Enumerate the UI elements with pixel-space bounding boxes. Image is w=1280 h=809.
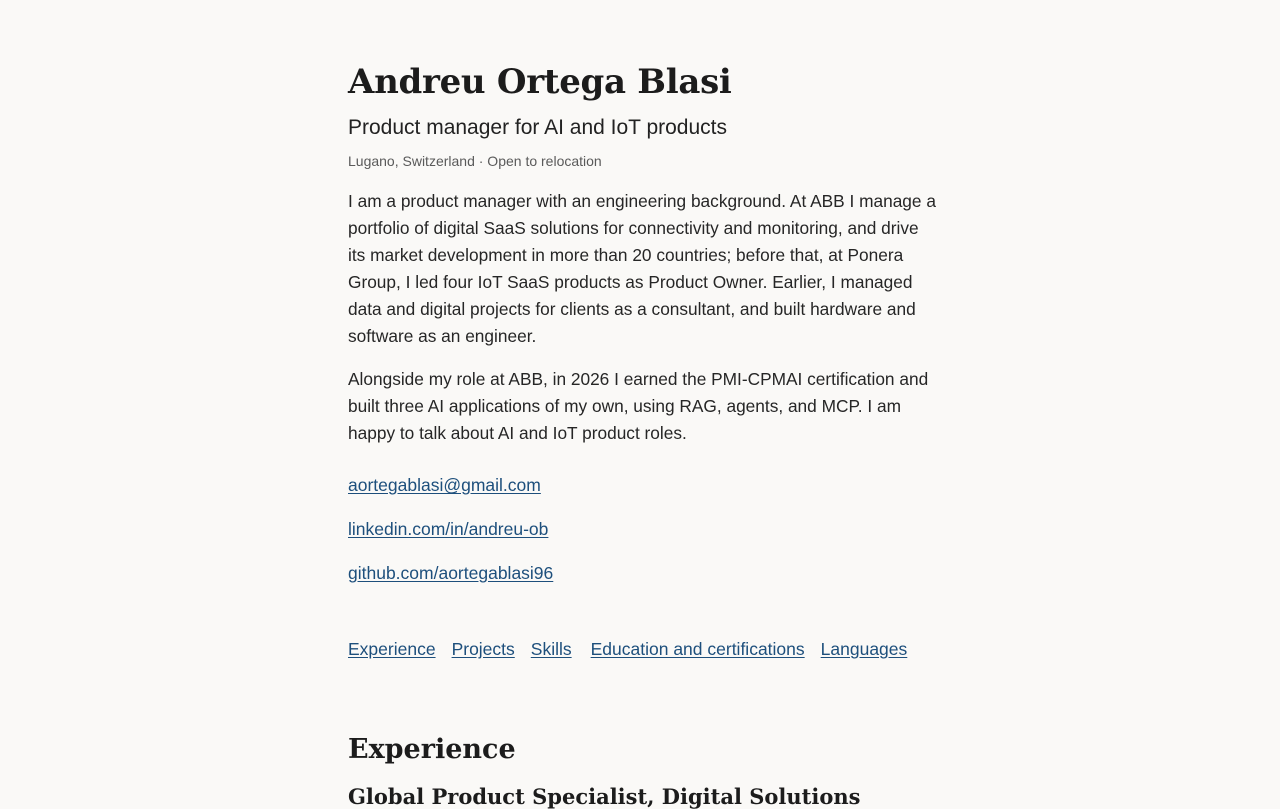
nav-link-skills[interactable]: Skills — [530, 639, 572, 659]
job-title: Global Product Specialist, Digital Solutions — [348, 784, 861, 809]
email-link[interactable]: aortegablasi@gmail.com — [348, 475, 541, 495]
nav-link-languages[interactable]: Languages — [820, 639, 908, 659]
nav-link-experience[interactable]: Experience — [348, 639, 436, 659]
section-nav — [348, 637, 923, 661]
experience-heading: Experience — [348, 734, 516, 765]
profile-location: Lugano, Switzerland · Open to relocation — [348, 153, 602, 169]
github-link[interactable]: github.com/aortegablasi96 — [348, 563, 554, 583]
bio-paragraph-2: Alongside my role at ABB, in 2026 I earned the PMI-CPMAI certification and built three AI applications of my own, using RAG, agents, and MCP. I am happy to talk about AI and IoT product roles. — [348, 369, 929, 443]
profile-name: Andreu Ortega Blasi — [348, 62, 732, 102]
nav-link-projects[interactable]: Projects — [451, 639, 515, 659]
profile-tagline: Product manager for AI and IoT products — [348, 116, 727, 139]
linkedin-link[interactable]: linkedin.com/in/andreu-ob — [348, 519, 549, 539]
nav-link-education[interactable]: Education and certifications — [590, 639, 805, 659]
bio-paragraph-1: I am a product manager with an engineering background. At ABB I manage a portfolio of digital SaaS solutions for connectivity and monitoring, and drive its market development in more than 20 countries; before that, at Ponera Group, I led four IoT SaaS products as Product Owner. Earlier, I managed data and digital projects for clients as a consultant, and built hardware and software as an engineer. — [348, 191, 936, 346]
